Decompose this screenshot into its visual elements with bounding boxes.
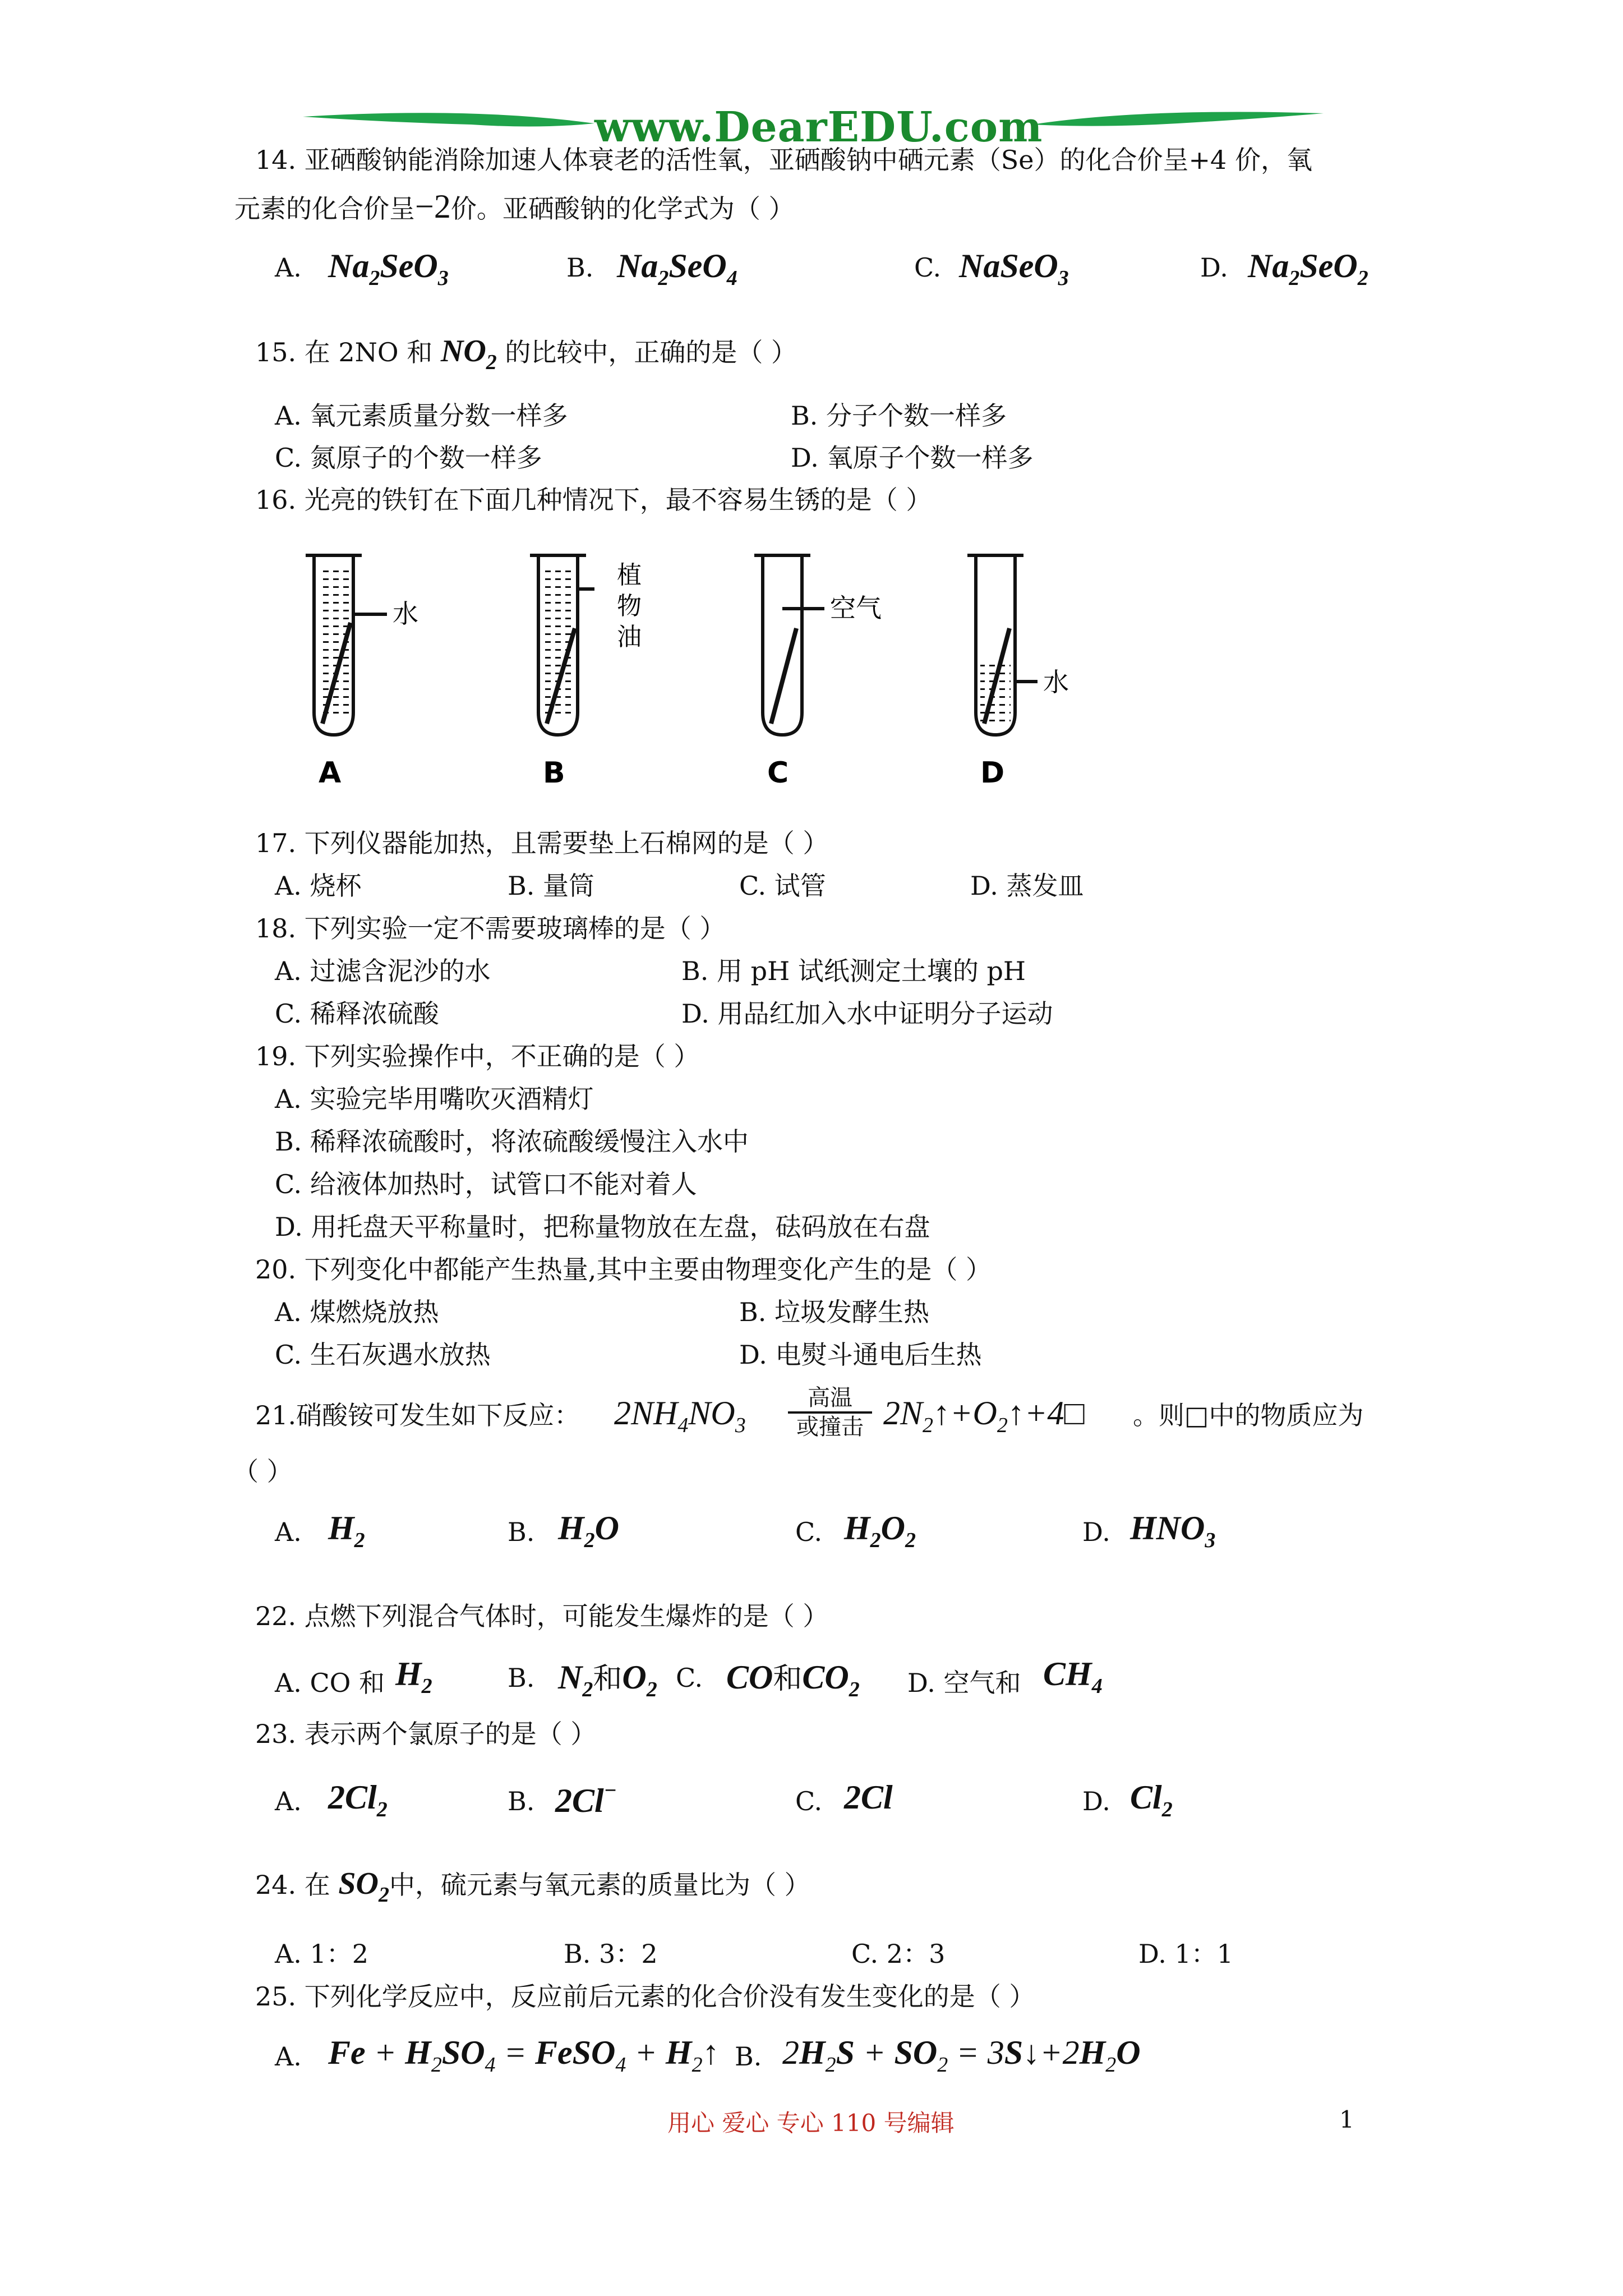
q18-option-a[interactable]: A. 过滤含泥沙的水 xyxy=(275,956,491,986)
q17-option-a[interactable]: A. 烧杯 xyxy=(275,871,362,901)
test-tube-figure xyxy=(292,544,1133,802)
footer-text: 用心 爱心 专心 110 号编辑 xyxy=(667,2109,955,2137)
q17-option-d[interactable]: D. 蒸发皿 xyxy=(970,871,1084,901)
q14-line2: 元素的化合价呈−2价。亚硒酸钠的化学式为（ ） xyxy=(234,188,795,225)
q21-condition: 高温 或撞击 xyxy=(788,1386,872,1439)
q19-stem: 19. 下列实验操作中，不正确的是（ ） xyxy=(255,1041,700,1071)
q14-option-d-formula: $Na_2SeO_2$ xyxy=(1248,247,1368,290)
label-water-2: 水 xyxy=(1043,667,1069,697)
q20-option-a[interactable]: A. 煤燃烧放热 xyxy=(275,1297,439,1327)
q20-option-d[interactable]: D. 电熨斗通电后生热 xyxy=(739,1340,982,1370)
q23-stem: 23. 表示两个氯原子的是（ ） xyxy=(255,1719,597,1749)
tube-label-d: D xyxy=(980,756,1005,790)
q24-option-c[interactable]: C. 2：3 xyxy=(851,1939,946,1969)
q15-option-d[interactable]: D. 氧原子个数一样多 xyxy=(791,443,1034,473)
q16-stem: 16. 光亮的铁钉在下面几种情况下，最不容易生锈的是（ ） xyxy=(255,485,932,515)
q14-option-b-label: B. xyxy=(566,252,594,283)
q24-option-b[interactable]: B. 3：2 xyxy=(564,1939,658,1969)
q17-stem: 17. 下列仪器能加热，且需要垫上石棉网的是（ ） xyxy=(255,828,829,858)
q18-option-c[interactable]: C. 稀释浓硫酸 xyxy=(275,999,439,1029)
label-water: 水 xyxy=(393,599,418,629)
svg-text:植: 植 xyxy=(617,561,642,590)
left-swoosh xyxy=(303,113,594,126)
label-air: 空气 xyxy=(830,593,882,623)
q14-option-a-label: A. xyxy=(275,252,302,283)
svg-text:油: 油 xyxy=(617,623,642,651)
q15-stem: 15. 在 2NO 和 $NO_2$ 的比较中，正确的是（ ） xyxy=(255,334,797,374)
q14-option-a-formula: $Na_2SeO_3$ xyxy=(328,247,449,290)
svg-text:物: 物 xyxy=(617,592,642,620)
tube-label-c: C xyxy=(767,756,789,790)
q21-products: $2N_2↑+O_2↑+4□$ xyxy=(883,1395,1085,1437)
q20-stem: 20. 下列变化中都能产生热量,其中主要由物理变化产生的是（ ） xyxy=(255,1254,992,1285)
liquid-marks xyxy=(319,567,1011,724)
q19-option-a[interactable]: A. 实验完毕用嘴吹灭酒精灯 xyxy=(275,1084,594,1114)
q21-paren: （ ） xyxy=(233,1456,293,1487)
q20-option-b[interactable]: B. 垃圾发酵生热 xyxy=(739,1297,930,1327)
q19-option-d[interactable]: D. 用托盘天平称量时，把称量物放在左盘，砝码放在右盘 xyxy=(275,1212,930,1242)
tube-label-b: B xyxy=(543,756,565,790)
q17-option-b[interactable]: B. 量筒 xyxy=(508,871,595,901)
q19-option-b[interactable]: B. 稀释浓硫酸时，将浓硫酸缓慢注入水中 xyxy=(275,1126,749,1157)
q15-option-a[interactable]: A. 氧元素质量分数一样多 xyxy=(275,401,568,431)
q18-option-b[interactable]: B. 用 pH 试纸测定土壤的 pH xyxy=(681,956,1026,986)
q14-option-c-formula: NaSeO$_3$ xyxy=(959,247,1069,290)
q18-option-d[interactable]: D. 用品红加入水中证明分子运动 xyxy=(681,999,1053,1029)
q19-option-c[interactable]: C. 给液体加热时，试管口不能对着人 xyxy=(275,1169,697,1199)
tube-c xyxy=(754,555,824,735)
q21-stem-a: 21.硝酸铵可发生如下反应： xyxy=(255,1400,580,1430)
q21-stem-b: 。则□中的物质应为 xyxy=(1133,1400,1364,1430)
q14-line1: 14. 亚硒酸钠能消除加速人体衰老的活性氧，亚硒酸钠中硒元素（Se）的化合价呈+4 价，氧 xyxy=(255,145,1312,175)
page-number: 1 xyxy=(1339,2106,1354,2133)
q24-option-a[interactable]: A. 1：2 xyxy=(275,1939,368,1969)
q14-option-d-label: D. xyxy=(1200,252,1228,283)
q14-option-b-formula: $Na_2SeO_4$ xyxy=(617,247,737,290)
q17-option-c[interactable]: C. 试管 xyxy=(739,871,826,901)
q22-stem: 22. 点燃下列混合气体时，可能发生爆炸的是（ ） xyxy=(255,1601,829,1631)
right-swoosh xyxy=(1032,112,1324,126)
q15-option-b[interactable]: B. 分子个数一样多 xyxy=(791,401,1007,431)
q18-stem: 18. 下列实验一定不需要玻璃棒的是（ ） xyxy=(255,913,726,944)
q24-option-d[interactable]: D. 1：1 xyxy=(1138,1939,1234,1969)
tube-label-a: A xyxy=(319,756,342,790)
q14-option-c-label: C. xyxy=(914,252,942,283)
q21-reactant: $2NH_4NO_3$ xyxy=(614,1395,746,1437)
q25-stem: 25. 下列化学反应中，反应前后元素的化合价没有发生变化的是（ ） xyxy=(255,1981,1035,2012)
q24-stem: 24. 在 $SO_2$中，硫元素与氧元素的质量比为（ ） xyxy=(255,1866,810,1907)
site-logo[interactable]: www.DearEDU.com xyxy=(594,103,1043,151)
q15-option-c[interactable]: C. 氮原子的个数一样多 xyxy=(275,443,542,473)
q20-option-c[interactable]: C. 生石灰遇水放热 xyxy=(275,1340,491,1370)
